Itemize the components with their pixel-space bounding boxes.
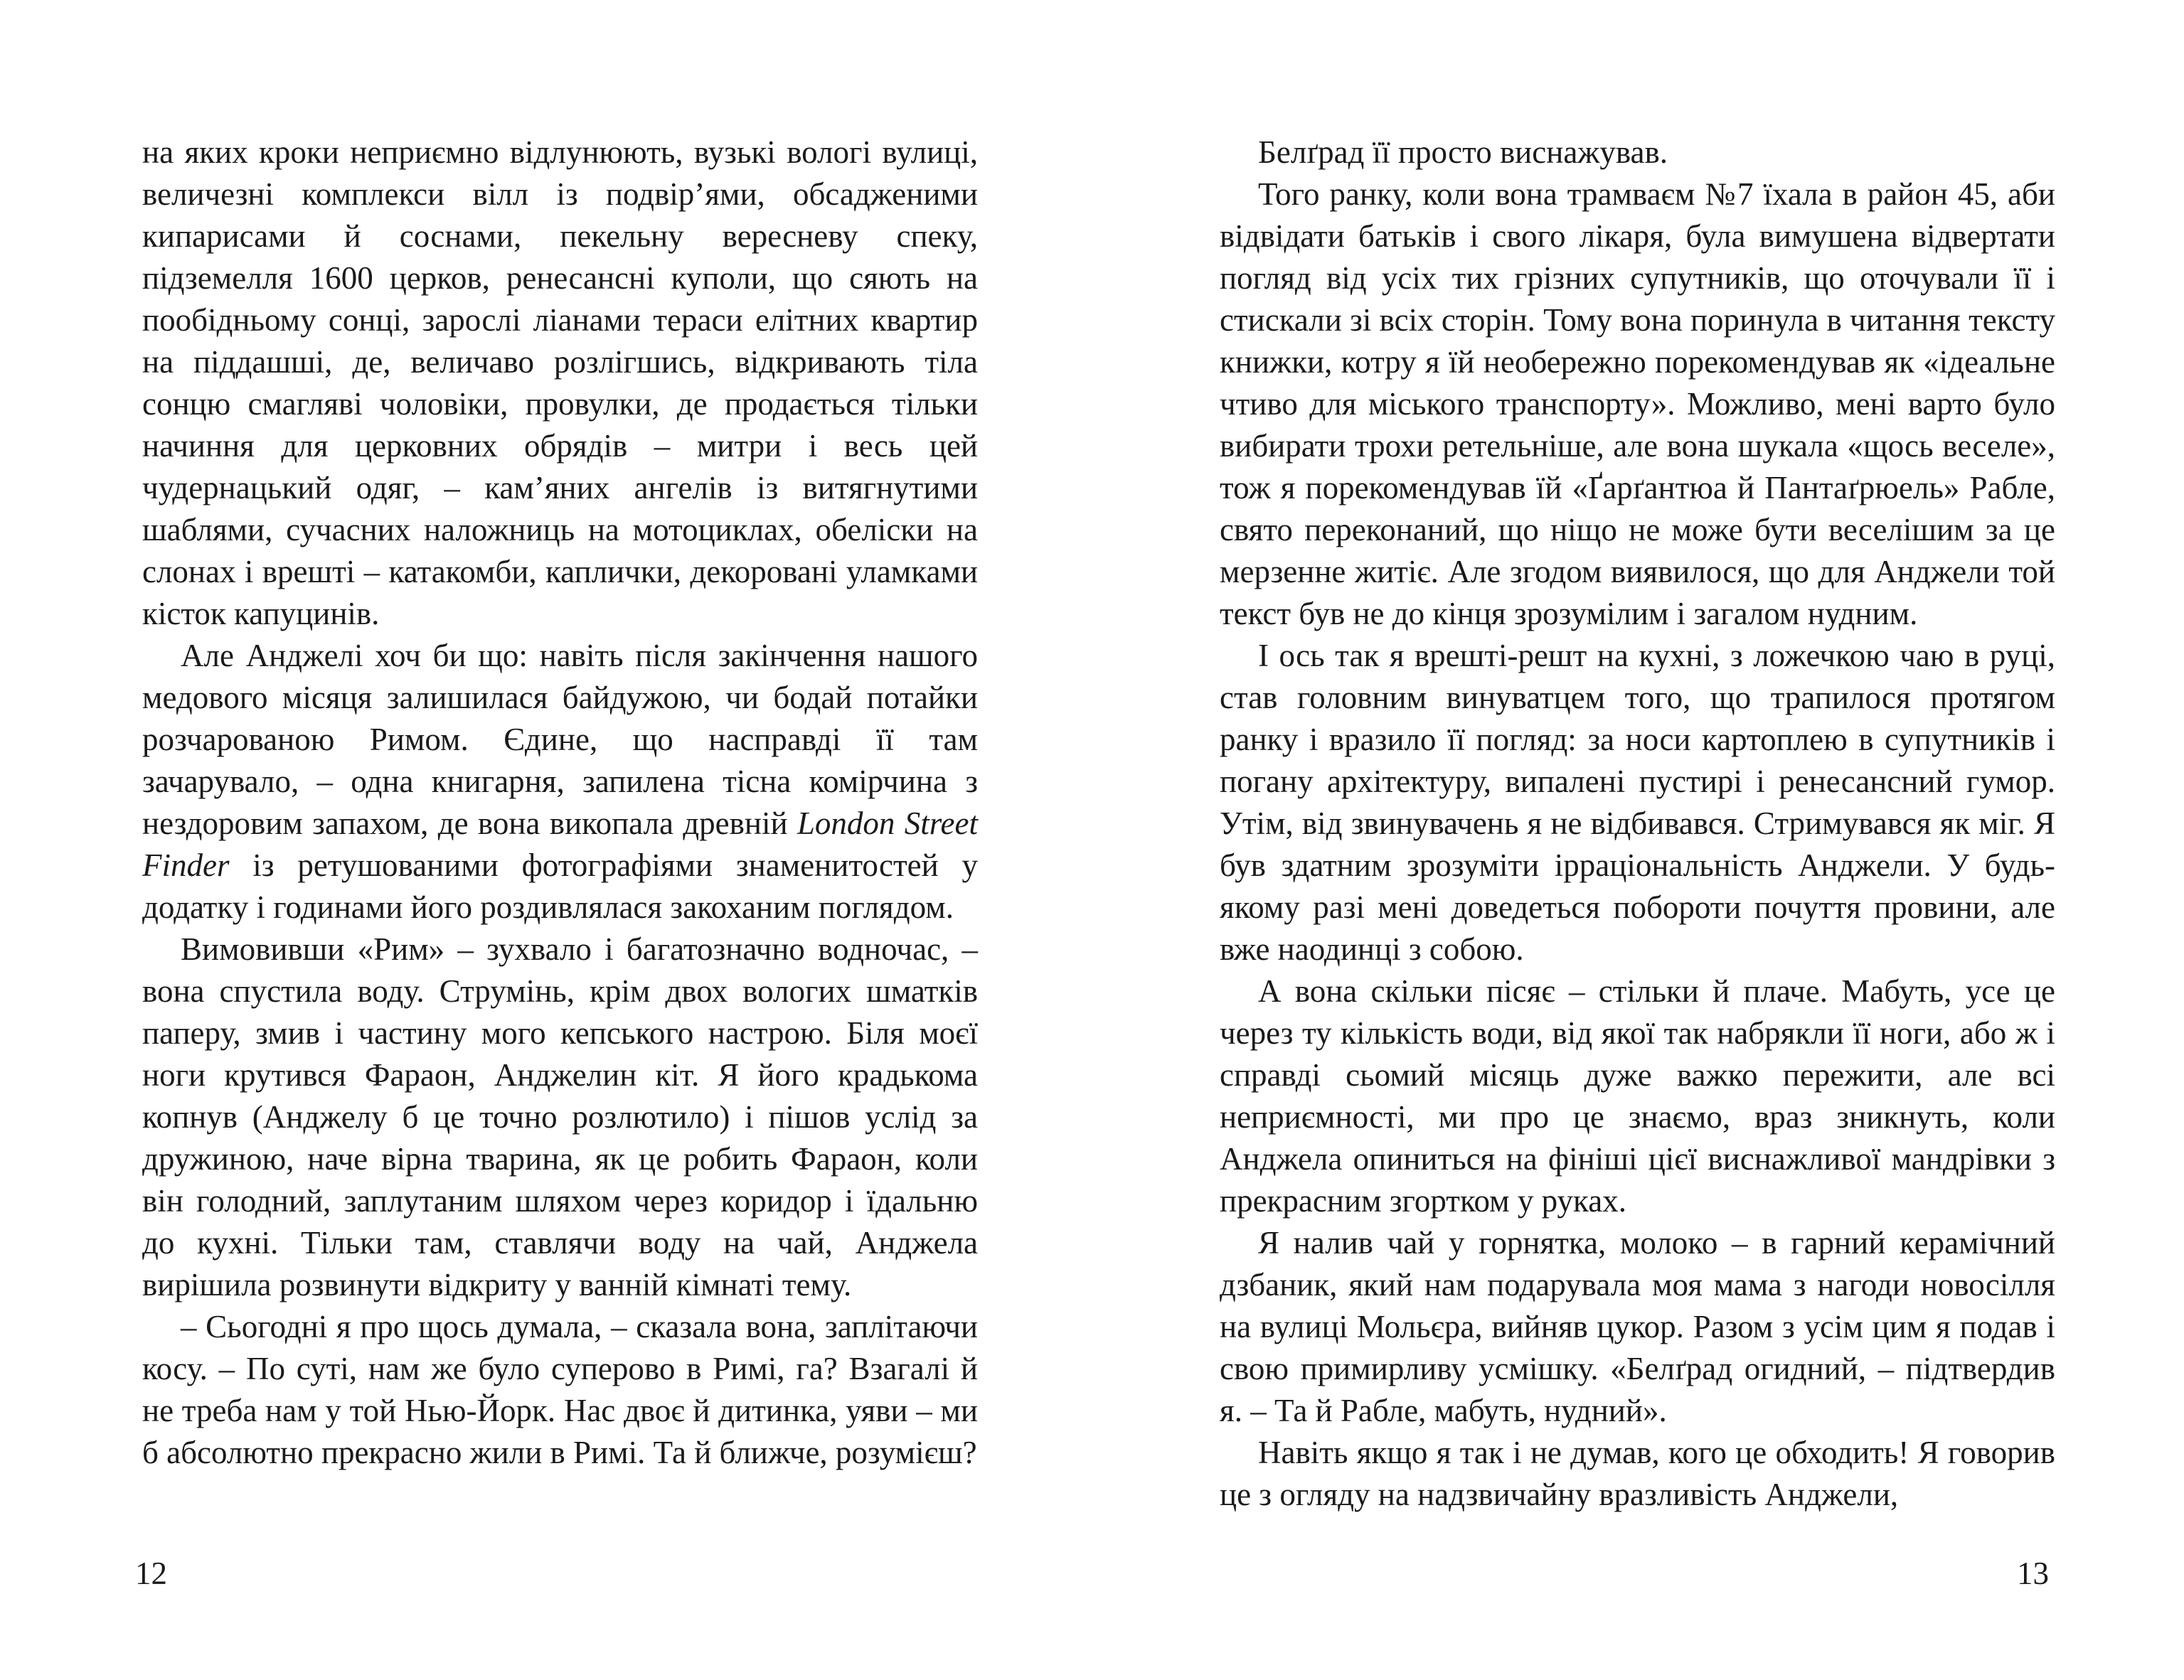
left-paragraph-2-part-1: Але Анджелі хоч би що: навіть після закінчення нашого медового місяця залишилася байдужою, чи бодай потайки розчарованою Римом. Єдине, що насправді її там зачарувало, – одна книгарня, запилена тісна комірчина з нездоровим запахом, де вона викопала древній bbox=[142, 638, 978, 841]
right-paragraph-3: І ось так я врешті-решт на кухні, з ложечкою чаю в руці, став головним винуватцем того, що трапилося протягом ранку і вразило її погляд: за носи картоплею в супутників і погану архітектуру, випалені пустирі і ренесансний гумор. Утім, від звинувачень я не відбивався. Стримувався як міг. Я був здатним зрозуміти ірраціональність Анджели. У будь-якому разі мені доведеться побороти почуття провини, але вже наодинці з собою. bbox=[1220, 638, 2055, 967]
right-page bbox=[1220, 132, 2055, 1516]
book-title-italic: London Street Finder bbox=[142, 806, 978, 883]
left-page bbox=[142, 132, 978, 1474]
left-paragraph-3: Вимовивши «Рим» – зухвало і багатозначно водночас, – вона спустила воду. Струмінь, крім двох вологих шматків паперу, змив і частину мого кепського настрою. Біля моєї ноги крутився Фараон, Анджелин кіт. Я його крадькома копнув (Анджелу б це точно розлютило) і пішов услід за дружиною, наче вірна тварина, як це робить Фараон, коли він голодний, заплутаним шляхом через коридор і їдальню до кухні. Тільки там, ставлячи воду на чай, Анджела вирішила розвинути відкриту у ванній кімнаті тему. bbox=[142, 931, 978, 1302]
right-paragraph-2: Того ранку, коли вона трамваєм №7 їхала в район 45, аби відвідати батьків і свого лікаря, була вимушена відвертати погляд від усіх тих грізних супутників, що оточували її і стискали зі всіх сторін. Тому вона поринула в читання тексту книжки, котру я їй необережно порекомендував як «ідеальне чтиво для міського транспорту». Можливо, мені варто було вибирати трохи ретельніше, але вона шукала «щось веселе», тож я порекомендував їй «Ґарґантюа й Пантаґрюель» Рабле, свято переконаний, що ніщо не може бути веселішим за це мерзенне житіє. Але згодом виявилося, що для Анджели той текст був не до кінця зрозумілим і загалом нудним. bbox=[1220, 176, 2055, 631]
left-paragraph-2-part-2: із ретушованими фотографіями знаменитостей у додатку і годинами його роздивлялася закоханим поглядом. bbox=[142, 847, 978, 925]
left-paragraph-1: на яких кроки неприємно відлунюють, вузькі вологі вулиці, величезні комплекси вілл із подвір’ями, обсадженими кипарисами й соснами, пекельну вересневу спеку, підземелля 1600 церков, ренесансні куполи, що сяють на пообідньому сонці, зарослі ліанами тераси елітних квартир на піддашші, де, величаво розлігшись, відкривають тіла сонцю смагляві чоловіки, провулки, де продається тільки начиння для церковних обрядів – митри і весь цей чудернацький одяг, – кам’яних ангелів із витягнутими шаблями, сучасних наложниць на мотоциклах, обеліски на слонах і врешті – катакомби, каплички, декоровані уламками кісток капуцинів. bbox=[142, 134, 978, 631]
right-page-text bbox=[1220, 132, 2055, 1516]
right-paragraph-1: Белґрад її просто виснажував. bbox=[1258, 134, 1668, 170]
page-number-left: 12 bbox=[135, 1556, 167, 1591]
left-paragraph-4: – Сьогодні я про щось думала, – сказала вона, заплітаючи косу. – По суті, нам же було суперово в Римі, га? Взагалі й не треба нам у той Нью-Йорк. Нас двоє й дитинка, уяви – ми б абсолютно прекрасно жили в Римі. Та й ближче, розумієш? bbox=[142, 1309, 978, 1470]
left-paragraph-2 bbox=[142, 635, 978, 929]
page-number-right: 13 bbox=[2017, 1556, 2049, 1591]
right-paragraph-6: Навіть якщо я так і не думав, кого це обходить! Я говорив це з огляду на надзвичайну вразливість Анджели, bbox=[1220, 1435, 2055, 1512]
right-paragraph-5: Я налив чай у горнятка, молоко – в гарний керамічний дзбаник, який нам подарувала моя мама з нагоди новосілля на вулиці Мольєра, вийняв цукор. Разом з усім цим я подав і свою примирливу усмішку. «Белґрад огидний, – підтвердив я. – Та й Рабле, мабуть, нудний». bbox=[1220, 1225, 2055, 1428]
left-page-text bbox=[142, 132, 978, 1474]
right-paragraph-4: А вона скільки пісяє – стільки й плаче. Мабуть, усе це через ту кількість води, від якої так набрякли її ноги, або ж і справді сьомий місяць дуже важко пережити, але всі неприємності, ми про це знаємо, враз зникнуть, коли Анджела опиниться на фініші цієї виснажливої мандрівки з прекрасним згортком у руках. bbox=[1220, 973, 2055, 1219]
